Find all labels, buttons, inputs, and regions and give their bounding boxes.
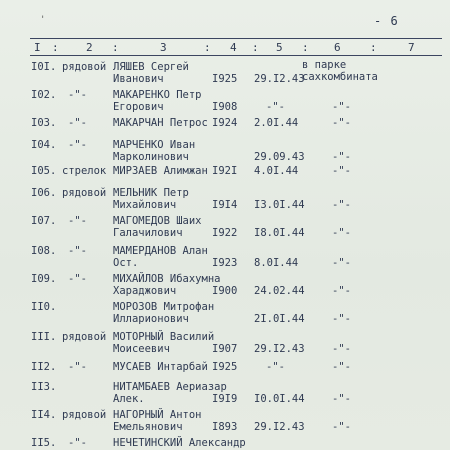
- row-full-name: [113, 245, 208, 269]
- row-full-name: [113, 273, 220, 297]
- row-birth-year: I9I9: [212, 393, 238, 405]
- row-rank: -"-: [68, 437, 87, 449]
- row-number: I05.: [31, 165, 57, 177]
- row-number: II3.: [31, 381, 57, 393]
- row-full-name: [113, 381, 227, 405]
- row-full-name: [113, 437, 246, 449]
- row-number: II5.: [31, 437, 57, 449]
- row-place: [302, 59, 378, 83]
- row-full-name: [113, 89, 202, 113]
- column-header-row: [30, 41, 442, 53]
- row-number: I02.: [31, 89, 57, 101]
- row-date: I8.0I.44: [254, 227, 305, 239]
- header-top-rule: [30, 38, 442, 39]
- row-full-name-line: МАГОМЕДОВ Шаих: [113, 215, 202, 227]
- row-full-name-line: Ост.: [113, 257, 139, 269]
- row-full-name-line: НИТАМБАЕВ Аериазар: [113, 381, 227, 393]
- row-date: -"-: [266, 101, 285, 113]
- row-full-name-line: МОТОРНЫЙ Василий: [113, 331, 215, 343]
- row-full-name-line: МАКАРЕНКО Петр: [113, 89, 202, 101]
- column-separator: :: [204, 41, 211, 54]
- row-place: -"-: [332, 313, 351, 325]
- row-rank: -"-: [68, 273, 87, 285]
- row-place: -"-: [332, 227, 351, 239]
- column-4-header: 4: [230, 41, 237, 54]
- row-place-line: сахкомбината: [302, 71, 378, 83]
- column-2-header: 2: [86, 41, 93, 54]
- row-rank: рядовой: [62, 409, 107, 421]
- row-rank: -"-: [68, 215, 87, 227]
- row-date: 29.I2.43: [254, 343, 305, 355]
- row-birth-year: I908: [212, 101, 238, 113]
- row-full-name-line: Иванович: [113, 73, 164, 85]
- row-place: -"-: [332, 165, 351, 177]
- row-place: -"-: [332, 101, 351, 113]
- column-separator: :: [52, 41, 59, 54]
- row-place-line: в парке: [302, 59, 347, 71]
- row-rank: стрелок: [62, 165, 107, 177]
- row-number: I08.: [31, 245, 57, 257]
- row-number: I06.: [31, 187, 57, 199]
- row-date: 29.I2.43: [254, 73, 305, 85]
- row-birth-year: I923: [212, 257, 238, 269]
- row-place: -"-: [332, 285, 351, 297]
- row-full-name-line: Марколинович: [113, 151, 189, 163]
- row-full-name-line: МУСАЕВ Интарбай: [113, 361, 208, 373]
- row-full-name-line: МИРЗАЕВ Алимжан: [113, 165, 208, 177]
- row-full-name-line: Галачилович: [113, 227, 183, 239]
- row-full-name-line: МИХАЙЛОВ Ибахумна: [113, 273, 221, 285]
- row-full-name-line: Алек.: [113, 393, 145, 405]
- row-number: II0.: [31, 301, 57, 313]
- row-date: 2I.0I.44: [254, 313, 305, 325]
- row-date: 24.02.44: [254, 285, 305, 297]
- row-birth-year: I900: [212, 285, 238, 297]
- row-full-name-line: Емельянович: [113, 421, 183, 433]
- row-date: 29.I2.43: [254, 421, 305, 433]
- row-number: I04.: [31, 139, 57, 151]
- row-rank: -"-: [68, 245, 87, 257]
- column-separator: :: [302, 41, 309, 54]
- row-place: -"-: [332, 151, 351, 163]
- row-full-name-line: Илларионович: [113, 313, 189, 325]
- column-5-header: 5: [276, 41, 283, 54]
- row-place: -"-: [332, 257, 351, 269]
- row-birth-year: I907: [212, 343, 238, 355]
- row-place: -"-: [332, 117, 351, 129]
- row-birth-year: I924: [212, 117, 238, 129]
- row-full-name: [113, 165, 208, 177]
- row-full-name: [113, 139, 195, 163]
- row-full-name-line: Егорович: [113, 101, 164, 113]
- row-place: -"-: [332, 393, 351, 405]
- row-full-name: [113, 215, 202, 239]
- row-date: -"-: [266, 361, 285, 373]
- row-full-name-line: МАКАРЧАН Петрос: [113, 117, 208, 129]
- row-full-name-line: Михайлович: [113, 199, 177, 211]
- row-date: 8.0I.44: [254, 257, 299, 269]
- row-full-name-line: НАГОРНЫЙ Антон: [113, 409, 202, 421]
- row-number: II4.: [31, 409, 57, 421]
- row-place: -"-: [332, 199, 351, 211]
- row-full-name: [113, 301, 214, 325]
- row-date: 29.09.43: [254, 151, 305, 163]
- row-place: -"-: [332, 421, 351, 433]
- row-date: 4.0I.44: [254, 165, 299, 177]
- row-birth-year: I9I4: [212, 199, 238, 211]
- row-full-name-line: Хараджович: [113, 285, 177, 297]
- row-full-name: [113, 409, 202, 433]
- column-separator: :: [112, 41, 119, 54]
- row-rank: -"-: [68, 139, 87, 151]
- column-6-header: 6: [334, 41, 341, 54]
- column-1-header: I: [34, 41, 41, 54]
- row-date: 2.0I.44: [254, 117, 299, 129]
- row-rank: -"-: [68, 361, 87, 373]
- row-full-name-line: ЛЯШЕВ Сергей: [113, 61, 189, 73]
- column-separator: :: [252, 41, 259, 54]
- row-number: III.: [31, 331, 57, 343]
- column-3-header: 3: [160, 41, 167, 54]
- row-rank: рядовой: [62, 61, 107, 73]
- row-full-name-line: МЕЛЬНИК Петр: [113, 187, 189, 199]
- row-date: I0.0I.44: [254, 393, 305, 405]
- row-rank: рядовой: [62, 331, 107, 343]
- header-bottom-rule: [30, 55, 442, 56]
- row-rank: рядовой: [62, 187, 107, 199]
- row-birth-year: I925: [212, 361, 238, 373]
- row-birth-year: I925: [212, 73, 238, 85]
- row-full-name-line: МАМЕРДАНОВ Алан: [113, 245, 208, 257]
- column-7-header: 7: [408, 41, 415, 54]
- row-number: I03.: [31, 117, 57, 129]
- row-rank: -"-: [68, 89, 87, 101]
- row-date: I3.0I.44: [254, 199, 305, 211]
- row-place: -"-: [332, 343, 351, 355]
- row-full-name-line: МАРЧЕНКО Иван: [113, 139, 196, 151]
- column-separator: :: [370, 41, 377, 54]
- row-full-name-line: Моисеевич: [113, 343, 170, 355]
- row-birth-year: I92I: [212, 165, 238, 177]
- row-number: II2.: [31, 361, 57, 373]
- row-full-name: [113, 361, 208, 373]
- page-number: - 6: [374, 14, 399, 28]
- row-number: I0I.: [31, 61, 57, 73]
- row-full-name: [113, 117, 208, 129]
- row-number: I07.: [31, 215, 57, 227]
- row-full-name-line: НЕЧЕТИНСКИЙ Александр: [113, 437, 246, 449]
- row-full-name-line: МОРОЗОВ Митрофан: [113, 301, 215, 313]
- row-full-name: [113, 331, 214, 355]
- row-number: I09.: [31, 273, 57, 285]
- row-birth-year: I922: [212, 227, 238, 239]
- page-mark: ': [40, 15, 46, 25]
- row-place: -"-: [332, 361, 351, 373]
- row-birth-year: I893: [212, 421, 238, 433]
- row-full-name: [113, 61, 189, 85]
- row-rank: -"-: [68, 117, 87, 129]
- row-full-name: [113, 187, 189, 211]
